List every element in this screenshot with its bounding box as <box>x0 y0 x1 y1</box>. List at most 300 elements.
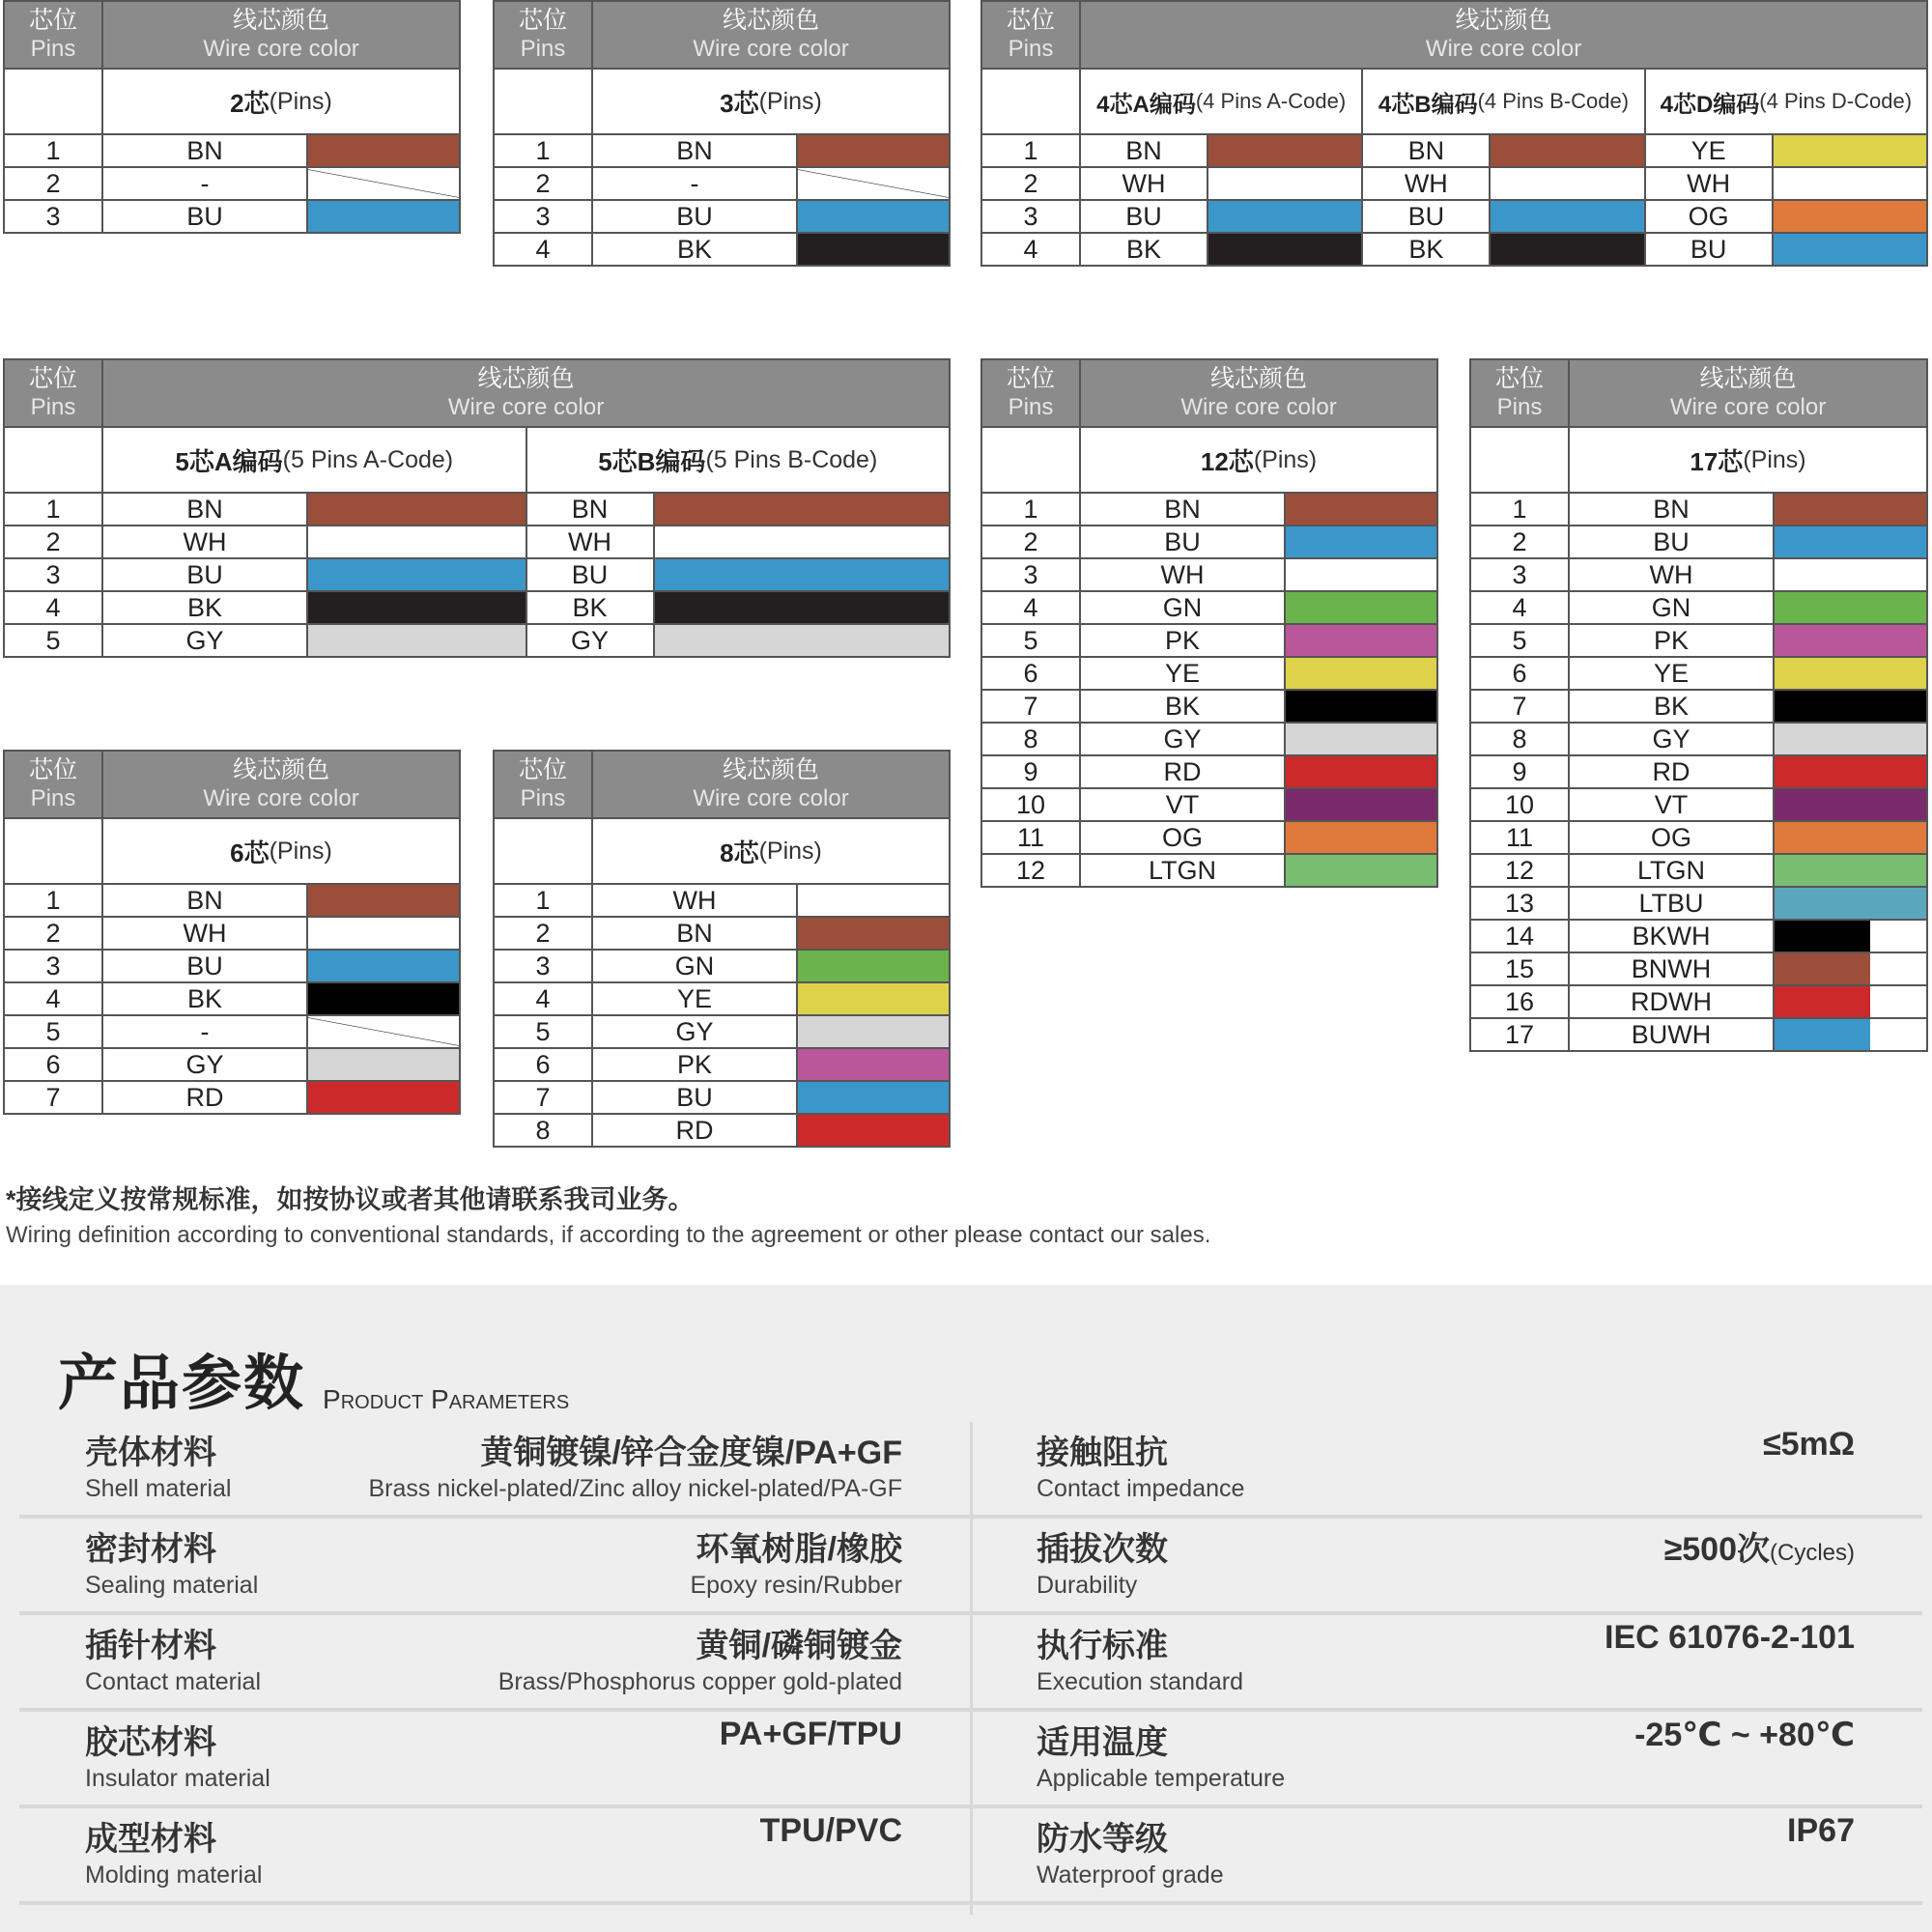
wiring-note-zh: *接线定义按常规标准，如按协议或者其他请联系我司业务。 <box>6 1185 695 1214</box>
wire-color-code: GY <box>1081 724 1286 754</box>
wire-color-swatch <box>798 201 949 232</box>
parameter-label-zh: 插拔次数 <box>1037 1531 1168 1568</box>
pin-number: 12 <box>1471 855 1570 886</box>
pin-count-header <box>1471 428 1926 494</box>
wire-color-code: WH <box>103 526 308 557</box>
pin-count-header <box>5 819 459 885</box>
wire-color-code: WH <box>1081 168 1208 199</box>
wire-cell <box>593 951 949 981</box>
pin-count-en: (Pins) <box>1253 445 1318 473</box>
wire-cell <box>103 918 459 949</box>
wire-cell <box>103 168 459 199</box>
wire-cell <box>527 526 950 557</box>
wire-color-header-en: Wire core color <box>203 36 359 62</box>
pin-count-header <box>495 70 949 135</box>
pin-number: 2 <box>495 918 593 949</box>
wire-color-code: WH <box>1363 168 1491 199</box>
table-header <box>5 360 949 428</box>
parameter-cell <box>971 1615 1922 1708</box>
wire-color-swatch <box>1774 135 1926 166</box>
pin-count-zh: 5芯B编码 <box>598 446 706 476</box>
wire-color-header-en: Wire core color <box>693 785 849 811</box>
wire-cell <box>1570 789 1926 820</box>
wire-cell <box>1081 855 1436 886</box>
pin-row <box>5 625 949 656</box>
pin-count-zh: 2芯 <box>230 88 270 118</box>
pin-number: 2 <box>5 918 103 949</box>
table-header <box>5 752 459 819</box>
pins-header-en: Pins <box>30 394 76 420</box>
pin-number: 1 <box>5 885 103 916</box>
pins-header-en: Pins <box>1008 394 1054 420</box>
pin-row <box>982 135 1926 168</box>
pin-row <box>5 918 459 951</box>
wire-color-code: LTGN <box>1081 855 1286 886</box>
wire-color-swatch <box>1775 658 1926 689</box>
wire-color-code: BK <box>103 983 308 1014</box>
parameter-label-zh: 成型材料 <box>85 1821 216 1858</box>
wire-color-swatch <box>1774 168 1926 199</box>
wire-color-swatch <box>798 1115 949 1146</box>
parameter-cell <box>19 1422 970 1515</box>
pin-number: 4 <box>1471 592 1570 623</box>
wire-color-code: LTGN <box>1570 855 1775 886</box>
wire-color-swatch <box>1775 1019 1926 1050</box>
parameter-cell <box>19 1808 970 1901</box>
wire-color-header-en: Wire core color <box>447 394 605 420</box>
parameter-value <box>720 1716 902 1753</box>
pin-number: 3 <box>495 201 593 232</box>
parameter-value <box>1605 1619 1855 1657</box>
wire-color-swatch <box>655 625 950 656</box>
wire-color-code: WH <box>1570 559 1775 590</box>
pin-count-header <box>982 70 1926 135</box>
pin-number: 1 <box>5 494 103 525</box>
parameter-label-en: Contact material <box>85 1668 262 1695</box>
wire-cell <box>593 135 949 166</box>
wire-cell <box>1570 494 1926 525</box>
wire-color-swatch <box>1286 559 1436 590</box>
parameter-value-main: IP67 <box>1787 1812 1855 1849</box>
wire-color-swatch <box>308 592 526 623</box>
parameter-label <box>85 1426 231 1503</box>
pin-number: 13 <box>1471 888 1570 919</box>
wire-color-code: BU <box>103 559 308 590</box>
wire-color-swatch <box>1774 234 1926 265</box>
pin-count-header <box>5 428 949 494</box>
pin-number: 6 <box>495 1049 593 1080</box>
pin-number: 3 <box>982 201 1081 232</box>
wire-color-code: BK <box>1081 691 1286 722</box>
wire-color-code: BU <box>1081 201 1208 232</box>
pin-count-en: (Pins) <box>758 837 822 865</box>
parameter-label-zh: 胶芯材料 <box>85 1724 216 1761</box>
wire-color-code: PK <box>593 1049 798 1080</box>
pin-count-spacer <box>1471 428 1570 492</box>
wire-color-header-en: Wire core color <box>1669 394 1827 420</box>
pins-header-en: Pins <box>30 785 76 811</box>
pin-row <box>1471 756 1926 789</box>
wire-color-code: BU <box>103 201 308 232</box>
wire-color-code: WH <box>593 885 798 916</box>
wire-cell <box>1081 135 1363 166</box>
pin-row <box>982 234 1926 265</box>
pin-number: 7 <box>495 1082 593 1113</box>
parameter-label-en: Applicable temperature <box>1037 1765 1286 1792</box>
wire-cell <box>593 1049 949 1080</box>
wire-color-code: BN <box>1570 494 1775 525</box>
pin-row <box>5 494 949 526</box>
pin-number: 2 <box>1471 526 1570 557</box>
wire-cell <box>1570 986 1926 1017</box>
pin-number: 4 <box>495 234 593 265</box>
no-wire-diagonal <box>798 168 949 199</box>
wire-color-swatch <box>1208 201 1361 232</box>
wire-color-code: GY <box>527 625 655 656</box>
wire-cell <box>593 1115 949 1146</box>
table-header <box>495 752 949 819</box>
pin-row <box>5 526 949 559</box>
parameter-row <box>19 1422 1922 1519</box>
pin-count-en: (Pins) <box>1743 445 1806 473</box>
pin-number: 12 <box>982 855 1081 886</box>
wire-color-header <box>1081 360 1436 426</box>
pins-header <box>495 752 593 817</box>
table-header <box>982 360 1436 428</box>
wire-color-swatch <box>1775 625 1926 656</box>
pin-count-spacer <box>5 428 103 492</box>
pin-count-en: (Pins) <box>269 837 332 865</box>
wire-color-swatch <box>1286 756 1436 787</box>
pin-row <box>1471 592 1926 625</box>
pins-header <box>982 360 1081 426</box>
wire-color-code: BN <box>1081 135 1208 166</box>
pin-number: 5 <box>982 625 1081 656</box>
pin-count-zh: 6芯 <box>230 838 270 867</box>
wire-color-header <box>103 752 459 817</box>
pin-number: 11 <box>982 822 1081 853</box>
pin-row <box>1471 658 1926 691</box>
wire-color-swatch <box>655 592 950 623</box>
pin-number: 7 <box>1471 691 1570 722</box>
wire-cell <box>103 559 527 590</box>
params-title-zh: 产品参数 <box>58 1350 306 1417</box>
wire-cell <box>103 526 527 557</box>
pin-count-zh: 3芯 <box>720 88 759 118</box>
wire-color-code: - <box>103 1016 308 1047</box>
wire-color-swatch <box>308 135 459 166</box>
wire-color-header-zh: 线芯颜色 <box>232 7 329 34</box>
wire-color-code: BNWH <box>1570 953 1775 984</box>
wire-color-swatch <box>1491 234 1643 265</box>
wire-color-code: GY <box>103 625 308 656</box>
wire-cell <box>593 234 949 265</box>
pin-row <box>5 592 949 625</box>
parameter-label <box>1037 1812 1224 1889</box>
wire-color-code: YE <box>1570 658 1775 689</box>
pin-row <box>5 168 459 201</box>
parameter-value <box>760 1812 902 1850</box>
pin-number: 10 <box>982 789 1081 820</box>
wire-color-header-zh: 线芯颜色 <box>477 365 575 392</box>
parameter-label-en: Contact impedance <box>1037 1475 1245 1502</box>
pin-count-en: (5 Pins B-Code) <box>705 445 878 473</box>
wire-color-code: BU <box>1081 526 1286 557</box>
wire-cell <box>593 201 949 232</box>
pin-number: 5 <box>5 1016 103 1047</box>
product-parameters-section <box>0 1285 1932 1932</box>
table-header <box>982 2 1926 70</box>
parameter-value-main: ≤5mΩ <box>1762 1426 1855 1463</box>
pin-count-zh: 4芯D编码 <box>1660 91 1760 118</box>
wire-cell <box>103 494 527 525</box>
pin-table-8-pins <box>493 750 951 1148</box>
pin-number: 2 <box>5 526 103 557</box>
wire-color-swatch <box>1775 494 1926 525</box>
wire-cell <box>1570 559 1926 590</box>
pin-row <box>1471 855 1926 888</box>
wire-cell <box>1081 526 1436 557</box>
parameter-label-en: Insulator material <box>85 1765 270 1792</box>
parameter-value-en: Brass/Phosphorus copper gold-plated <box>497 1668 902 1695</box>
parameter-label <box>85 1812 262 1889</box>
parameters-grid <box>19 1422 1922 1915</box>
pin-row <box>5 201 459 232</box>
wire-cell <box>593 168 949 199</box>
pin-row <box>495 168 949 201</box>
pin-number: 2 <box>495 168 593 199</box>
wire-color-header-en: Wire core color <box>203 785 359 811</box>
wire-color-code: GY <box>1570 724 1775 754</box>
pin-row <box>1471 494 1926 526</box>
pin-count-label <box>1646 70 1926 133</box>
pin-count-label <box>103 428 527 492</box>
pin-row <box>495 1049 949 1082</box>
pin-row <box>5 1016 459 1049</box>
wire-cell <box>1081 658 1436 689</box>
pin-row <box>1471 822 1926 855</box>
pin-number: 1 <box>1471 494 1570 525</box>
pin-number: 2 <box>982 168 1081 199</box>
wire-cell <box>1646 168 1926 199</box>
no-wire-diagonal <box>308 168 459 199</box>
pin-count-spacer <box>5 70 103 133</box>
wire-color-code: OG <box>1646 201 1774 232</box>
pins-header-en: Pins <box>1008 36 1054 62</box>
pin-number: 10 <box>1471 789 1570 820</box>
pin-row <box>495 1016 949 1049</box>
parameter-label <box>85 1716 270 1793</box>
pin-row <box>1471 986 1926 1019</box>
pin-row <box>982 724 1436 756</box>
wire-cell <box>1570 691 1926 722</box>
pin-number: 11 <box>1471 822 1570 853</box>
parameter-value <box>1787 1812 1855 1850</box>
wire-cell <box>1570 592 1926 623</box>
wire-color-swatch <box>798 918 949 949</box>
wire-cell <box>1081 724 1436 754</box>
pin-row <box>982 168 1926 201</box>
parameter-label <box>1037 1716 1285 1793</box>
pin-row <box>1471 1019 1926 1050</box>
pin-row <box>982 625 1436 658</box>
pin-count-label <box>1081 428 1436 492</box>
pins-header-en: Pins <box>30 36 76 62</box>
pins-header <box>1471 360 1570 426</box>
parameter-cell <box>19 1615 970 1708</box>
pin-table-6-pins <box>3 750 461 1115</box>
pin-count-en: (Pins) <box>758 87 822 115</box>
wire-cell <box>1570 658 1926 689</box>
pin-row <box>5 983 459 1016</box>
wire-color-code: YE <box>1646 135 1774 166</box>
parameter-label <box>85 1619 261 1696</box>
wire-color-code: BUWH <box>1570 1019 1775 1050</box>
pin-row <box>1471 559 1926 592</box>
pin-count-header <box>495 819 949 885</box>
pin-number: 5 <box>1471 625 1570 656</box>
wire-color-swatch <box>308 559 526 590</box>
pin-number: 2 <box>982 526 1081 557</box>
pin-row <box>1471 724 1926 756</box>
wire-color-header-zh: 线芯颜色 <box>1209 365 1307 392</box>
wire-color-header-zh: 线芯颜色 <box>232 756 329 783</box>
pin-row <box>495 951 949 983</box>
pin-row <box>982 526 1436 559</box>
pin-count-label <box>1570 428 1926 492</box>
pins-header-en: Pins <box>1496 394 1543 420</box>
parameter-cell <box>971 1519 1922 1611</box>
pin-table-2-pins <box>3 0 461 234</box>
wire-color-swatch <box>798 983 949 1014</box>
wire-color-code: BN <box>103 885 308 916</box>
wire-color-code: BN <box>1081 494 1286 525</box>
pin-number: 9 <box>982 756 1081 787</box>
wire-color-code: BN <box>1363 135 1491 166</box>
wire-color-swatch <box>798 885 949 916</box>
wire-color-code: GN <box>1081 592 1286 623</box>
wire-color-header-en: Wire core color <box>693 36 849 62</box>
wire-color-code: BU <box>527 559 655 590</box>
pin-row <box>5 135 459 168</box>
wire-color-code: RD <box>593 1115 798 1146</box>
wire-color-swatch <box>308 918 459 949</box>
pin-number: 4 <box>982 234 1081 265</box>
pin-row <box>1471 625 1926 658</box>
wire-color-header-zh: 线芯颜色 <box>1699 365 1797 392</box>
pin-number: 3 <box>1471 559 1570 590</box>
parameter-label-zh: 接触阻抗 <box>1037 1435 1168 1471</box>
wire-cell <box>1363 135 1645 166</box>
pin-row <box>495 135 949 168</box>
wire-color-header <box>1570 360 1926 426</box>
parameter-label <box>1037 1426 1244 1503</box>
wire-cell <box>1363 201 1645 232</box>
wire-color-swatch <box>1775 526 1926 557</box>
pin-row <box>982 789 1436 822</box>
pin-number: 16 <box>1471 986 1570 1017</box>
pin-number: 4 <box>495 983 593 1014</box>
wire-cell <box>1646 201 1926 232</box>
pin-count-label <box>527 428 950 492</box>
pins-header-zh: 芯位 <box>28 365 77 392</box>
wire-color-swatch <box>1775 691 1926 722</box>
pin-row <box>1471 921 1926 953</box>
pin-count-label <box>1363 70 1645 133</box>
wire-cell <box>527 494 950 525</box>
wire-color-code: BKWH <box>1570 921 1775 952</box>
wire-cell <box>103 625 527 656</box>
pin-number: 3 <box>495 951 593 981</box>
pin-number: 1 <box>5 135 103 166</box>
pin-row <box>495 983 949 1016</box>
wire-cell <box>1081 559 1436 590</box>
wire-color-stripe <box>1775 953 1870 984</box>
pins-header-zh: 芯位 <box>28 756 77 783</box>
parameter-label-zh: 适用温度 <box>1037 1724 1168 1761</box>
table-header <box>1471 360 1926 428</box>
parameter-label <box>1037 1522 1168 1600</box>
pin-count-header <box>982 428 1436 494</box>
parameter-value <box>498 1619 902 1696</box>
wire-cell <box>1570 625 1926 656</box>
params-title-en: Product Parameters <box>323 1384 570 1414</box>
pin-row <box>1471 888 1926 921</box>
wire-color-swatch <box>798 1016 949 1047</box>
wire-color-code: RDWH <box>1570 986 1775 1017</box>
wire-cell <box>103 1049 459 1080</box>
pin-number: 3 <box>982 559 1081 590</box>
wire-cell <box>1081 592 1436 623</box>
pin-row <box>982 756 1436 789</box>
no-wire-diagonal <box>308 1016 459 1047</box>
product-parameters-title <box>58 1335 569 1421</box>
pins-header <box>5 752 103 817</box>
wire-color-swatch <box>798 951 949 981</box>
wire-color-code: GY <box>103 1049 308 1080</box>
wire-cell <box>103 201 459 232</box>
pins-header-zh: 芯位 <box>518 756 567 783</box>
wire-color-swatch <box>1775 855 1926 886</box>
pin-row <box>982 494 1436 526</box>
wire-cell <box>1570 953 1926 984</box>
wire-cell <box>593 1016 949 1047</box>
wire-color-swatch <box>1286 592 1436 623</box>
pin-number: 5 <box>495 1016 593 1047</box>
wire-color-swatch <box>1286 691 1436 722</box>
pin-row <box>982 855 1436 886</box>
wire-cell <box>1646 234 1926 265</box>
wire-color-swatch <box>798 168 949 199</box>
pin-row <box>982 592 1436 625</box>
wire-color-swatch <box>1491 168 1643 199</box>
wiring-note <box>6 1179 1210 1249</box>
wire-color-swatch <box>1286 658 1436 689</box>
parameter-value-main: -25℃ ~ +80℃ <box>1634 1717 1855 1753</box>
wire-cell <box>1081 494 1436 525</box>
pin-count-en: (4 Pins D-Code) <box>1759 89 1913 113</box>
wire-color-swatch <box>308 1016 459 1047</box>
wire-color-code: RD <box>1570 756 1775 787</box>
pin-count-zh: 4芯B编码 <box>1378 91 1478 118</box>
pin-row <box>982 201 1926 234</box>
wire-cell <box>1081 625 1436 656</box>
wire-color-swatch <box>308 625 526 656</box>
wire-color-swatch <box>1775 559 1926 590</box>
wire-color-header <box>103 2 459 68</box>
parameter-cell <box>971 1422 1922 1515</box>
wire-color-header-zh: 线芯颜色 <box>722 7 819 34</box>
